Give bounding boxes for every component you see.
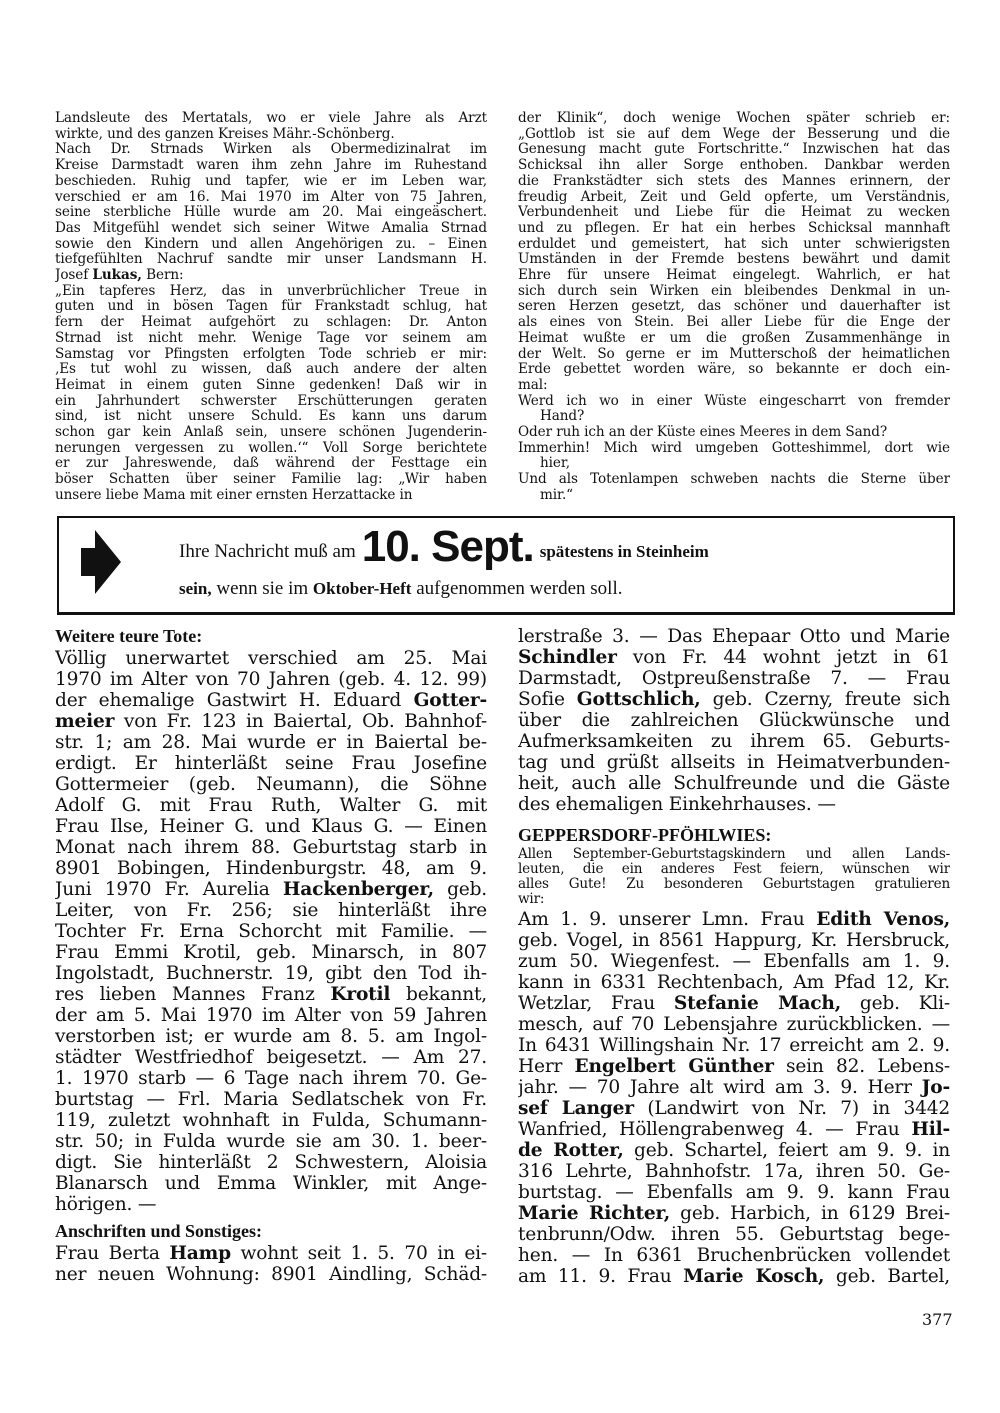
text-line (518, 1182, 950, 1203)
text-segment: am 11. 9. Frau (518, 1266, 684, 1287)
text-line (518, 394, 950, 410)
text-line (55, 488, 487, 504)
text-line (55, 690, 487, 711)
text-segment: 1. 1970 starb — 6 Tage nach ihrem 70. Ge- (55, 1068, 487, 1089)
text-line (55, 1089, 487, 1110)
text-segment: hier, (540, 456, 570, 472)
text-line (55, 648, 487, 669)
text-line (518, 347, 950, 363)
bold-name: Stefanie Mach, (673, 993, 842, 1014)
text-segment: Genesung macht gute Fortschritte.“ Inzwischen hat das (518, 142, 950, 158)
text-line (55, 237, 487, 253)
text-line (518, 127, 950, 143)
text-segment: Allen September-Geburtstagskindern und allen Lands- (518, 847, 950, 862)
text-segment: der Welt. So gerne er im Mutterschoß der heimatlichen (518, 346, 950, 362)
paragraph (55, 111, 487, 142)
text-segment: Frau Emmi Krotil, geb. Minarsch, in 807 (55, 942, 487, 963)
text-segment: Kreise Darmstadt waren ihm zehn Jahre im Ruhestand (55, 158, 487, 174)
text-line (55, 1264, 487, 1285)
text-segment: Wanfried, Höllengrabenweg 4. — Frau (518, 1119, 912, 1140)
text-segment: erduldet und gemeistert, hat sich unter schwierigsten (518, 236, 950, 252)
text-line (55, 1194, 487, 1215)
text-segment: 316 Lehrte, Bahnhofstr. 17a, ihren 50. Ge- (518, 1161, 950, 1182)
text-segment: Erde gebettet worden wäre, so bekannte er doch ein- (518, 362, 950, 378)
text-segment: wohnt seit 1. 5. 70 in ei- (230, 1243, 487, 1264)
text-line (55, 472, 487, 488)
text-line (518, 142, 950, 158)
text-segment: freudig Arbeit, Zeit und Geld opferte, um Verständnis, (518, 189, 950, 205)
text-segment: unsere liebe Mama mit einer ernsten Herzattacke in (55, 487, 413, 503)
text-segment: burtstag — Frl. Maria Sedlatschek von Fr. (55, 1089, 487, 1110)
text-line (518, 752, 950, 773)
text-line (518, 111, 950, 127)
text-segment: Monat nach ihrem 88. Geburtstag starb in (55, 837, 487, 858)
text-line (518, 331, 950, 347)
text-line (518, 315, 950, 331)
text-line (518, 773, 950, 794)
text-line (55, 299, 487, 315)
notice-issue-name: Oktober-Heft (312, 579, 412, 598)
text-segment: mal: (518, 377, 548, 393)
text-line (518, 488, 950, 504)
text-segment: geb. Czerny, freute sich (700, 689, 950, 710)
text-segment: Das Mitgefühl wendet sich seiner Witwe Amalia Strnad (55, 220, 487, 236)
notice-text: wenn sie im (211, 578, 313, 599)
text-segment: Heimat in einem guten Sinne gedenken! Daß wir in (55, 377, 487, 393)
text-line (518, 456, 950, 472)
text-segment: mir.“ (540, 487, 574, 503)
text-segment: burtstag. — Ebenfalls am 9. 9. kann Frau (518, 1182, 950, 1203)
text-segment: heit, auch alle Schulfreunde und die Gäste (518, 773, 950, 794)
bottom-left-column (55, 624, 487, 1285)
text-line (518, 1014, 950, 1035)
text-line (518, 1119, 950, 1140)
text-line (55, 378, 487, 394)
text-segment: Darmstadt, Ostpreußenstraße 7. — Frau (518, 668, 950, 689)
text-line (55, 142, 487, 158)
bold-name: Gotter- (413, 690, 487, 711)
notice-text: Ihre Nachricht muß am (179, 541, 356, 562)
text-segment: sein 82. Lebens- (773, 1056, 950, 1077)
text-segment: Ingolstadt, Buchnerstr. 19, gibt den Tod ih- (55, 963, 487, 984)
bold-name: Marie Kosch, (683, 1266, 825, 1287)
text-segment: schon gar kein Anlaß sein, unsere schönen Jugenderin- (55, 425, 487, 441)
text-segment: Juni 1970 Fr. Aurelia (55, 879, 283, 900)
text-line (55, 942, 487, 963)
section-heading: GEPPERSDORF-PFÖHLWIES: (518, 825, 772, 845)
bold-name: Engelbert Günther (574, 1056, 774, 1077)
text-segment: über die zahlreichen Glückwünsche und (518, 710, 950, 731)
text-segment: Schicksal ihn aller Sorge enthoben. Dankbar werden (518, 158, 950, 174)
text-segment: geb. Schartel, feiert am 9. 9. in (623, 1140, 950, 1161)
text-line (55, 174, 487, 190)
bold-name: Schindler (518, 647, 617, 668)
text-line (518, 710, 950, 731)
text-line (518, 951, 950, 972)
text-line (518, 1266, 950, 1287)
text-segment: (Landwirt von Nr. 7) in 3442 (633, 1098, 950, 1119)
text-segment: Verbundenheit und Liebe für die Heimat zu wecken (518, 205, 950, 221)
text-segment: bekannt, (390, 984, 487, 1005)
text-line (55, 1110, 487, 1131)
text-segment: seren Herzen gesetzt, das schöner und dauerhafter ist (518, 299, 950, 315)
paragraph (518, 394, 950, 425)
text-segment: Leiter, von Fr. 256; sie hinterläßt ihre (55, 900, 487, 921)
text-line (518, 930, 950, 951)
text-line (55, 425, 487, 441)
text-line (518, 647, 950, 668)
text-line (518, 993, 950, 1014)
text-segment: Werd ich wo in einer Wüste eingescharrt von fremder (518, 393, 950, 409)
text-line (518, 1098, 950, 1119)
text-line (518, 362, 950, 378)
text-line (55, 268, 487, 284)
text-segment: Sofie (518, 689, 577, 710)
top-right-column (518, 111, 950, 504)
text-segment: Frau Ilse, Heiner G. und Klaus G. — Einen (55, 816, 487, 837)
bold-name: Hil- (911, 1119, 950, 1140)
text-line (55, 984, 487, 1005)
text-line (518, 731, 950, 752)
text-line (55, 456, 487, 472)
paragraph (518, 441, 950, 472)
paragraph (55, 142, 487, 283)
text-line (518, 472, 950, 488)
text-segment: Wetzlar, Frau (518, 993, 674, 1014)
text-segment: Gottermeier (geb. Neumann), die Söhne (55, 774, 487, 795)
text-segment: kann in 6331 Rechtenbach, Am Pfad 12, Kr. (518, 972, 950, 993)
notice-text-bold: sein, (179, 579, 212, 598)
text-segment: geb. Kli- (841, 993, 950, 1014)
text-line (518, 441, 950, 457)
text-segment: tag und grüßt allseits in Heimatverbunden- (518, 752, 950, 773)
text-segment: nerungen vergessen zu wollen.‘“ Voll Sorge berichtete (55, 440, 487, 456)
text-line (55, 1005, 487, 1026)
text-segment: Bern: (141, 268, 184, 284)
text-line (518, 205, 950, 221)
top-left-column (55, 111, 487, 504)
text-segment: Frau Berta (55, 1243, 170, 1264)
text-segment: geb. Harbich, in 6129 Brei- (670, 1203, 950, 1224)
text-line (55, 331, 487, 347)
text-segment: leuten, die ein anderes Fest feiern, wünschen wir (518, 862, 950, 877)
text-line (518, 378, 950, 394)
text-segment: fern der Heimat aufgehört zu schlagen: Dr. Anton (55, 315, 487, 331)
bold-name: Lukas, (92, 268, 142, 284)
bottom-right-column (518, 626, 950, 1287)
text-segment: 8901 Bobingen, Hindenburgstr. 48, am 9. (55, 858, 487, 879)
text-segment: er zur Jahreswende, daß während der Festtage ein (55, 456, 487, 472)
text-line (518, 972, 950, 993)
bold-name: Marie Richter, (518, 1203, 671, 1224)
text-segment: 1970 im Alter von 70 Jahren (geb. 4. 12. 99) (55, 669, 487, 690)
text-line (55, 858, 487, 879)
text-line (55, 362, 487, 378)
text-segment: „Ein tapferes Herz, das in unverbrüchlicher Treue in (55, 283, 487, 299)
text-segment: Herr (518, 1056, 575, 1077)
text-line (55, 900, 487, 921)
text-line (518, 794, 950, 815)
section-heading: Anschriften und Sonstiges: (55, 1221, 263, 1241)
text-line (55, 732, 487, 753)
text-segment: Josef (55, 268, 93, 284)
text-line (55, 963, 487, 984)
text-segment: tenbrunn/Odw. ihren 55. Geburtstag bege- (518, 1224, 950, 1245)
bold-name: Jo- (921, 1077, 950, 1098)
text-line (518, 221, 950, 237)
notice-deadline-date: 10. Sept. (361, 522, 534, 571)
text-segment: der Klinik“, doch wenige Wochen später schrieb er: (518, 111, 950, 126)
bold-name: de Rotter, (518, 1140, 624, 1161)
text-segment: von Fr. 123 in Baiertal, Ob. Bahnhof- (114, 711, 487, 732)
paragraph (518, 909, 950, 1287)
text-line (518, 668, 950, 689)
text-line (55, 111, 487, 127)
text-segment: 119, zuletzt wohnhaft in Fulda, Schumann- (55, 1110, 487, 1131)
notice-text-bold: spätestens in Steinheim (539, 542, 709, 561)
text-segment: Am 1. 9. unserer Lmn. Frau (518, 909, 817, 930)
arrow-right-icon (81, 530, 121, 594)
bold-name: Gottschlich, (576, 689, 701, 710)
text-segment: Landsleute des Mertatals, wo er viele Jahre als Arzt (55, 111, 487, 126)
text-segment: geb. Bartel, (824, 1266, 950, 1287)
text-segment: beschieden. Ruhig und tapfer, wie er im Leben war, (55, 173, 487, 189)
page-number: 377 (922, 1310, 953, 1329)
text-line (55, 441, 487, 457)
text-segment: der am 5. Mai 1970 im Alter von 59 Jahren (55, 1005, 487, 1026)
text-segment: die Frankstädter sich stets des Mannes erinnern, der (518, 173, 950, 189)
text-line (518, 689, 950, 710)
text-line (518, 1203, 950, 1224)
paragraph (518, 847, 950, 907)
bold-name: Hamp (169, 1243, 231, 1264)
text-segment: Ehre für unsere Heimat eingelegt. Wahrlich, er hat (518, 268, 950, 284)
text-segment: seine sterbliche Hülle wurde am 20. Mai eingeäschert. (55, 205, 487, 221)
text-line (518, 174, 950, 190)
text-segment: Blanarsch und Emma Winkler, mit Ange- (55, 1173, 487, 1194)
text-segment: Adolf G. mit Frau Ruth, Walter G. mit (55, 795, 487, 816)
text-segment: geb. (433, 879, 487, 900)
text-segment: jahr. — 70 Jahre alt wird am 3. 9. Herr (518, 1077, 922, 1098)
text-line (518, 409, 950, 425)
text-segment: als eines von Stein. Bei aller Liebe für die Enge der (518, 315, 950, 331)
text-line (518, 909, 950, 930)
text-line (518, 425, 950, 441)
text-line (55, 1131, 487, 1152)
paragraph (55, 1243, 487, 1285)
text-line (55, 315, 487, 331)
text-line (55, 816, 487, 837)
text-segment: Strnad ist nicht mehr. Wenige Tage vor seinem am (55, 330, 487, 346)
notice-line-2 (179, 578, 623, 600)
text-segment: Und als Totenlampen schweben nachts die Sterne über (518, 472, 950, 488)
text-segment: wir: (518, 892, 545, 907)
notice-text: aufgenommen werden soll. (411, 578, 623, 599)
bold-name: Edith Venos, (816, 909, 950, 930)
bold-name: meier (55, 711, 115, 732)
text-line (518, 1245, 950, 1266)
text-segment: und zu pflegen. Er hat ein herbes Schicksal mannhaft (518, 220, 950, 236)
text-line (518, 158, 950, 174)
text-segment: mesch, auf 70 Lebensjahre zurückblicken. — (518, 1014, 950, 1035)
text-line (55, 127, 487, 143)
text-line (55, 1026, 487, 1047)
text-line (518, 877, 950, 892)
text-segment: hen. — In 6361 Bruchenbrücken vollendet (518, 1245, 950, 1266)
text-line (518, 1140, 950, 1161)
paragraph (518, 111, 950, 394)
text-line (518, 1035, 950, 1056)
text-line (55, 284, 487, 300)
text-segment: verstorben ist; er wurde am 8. 5. am Ingol- (55, 1026, 487, 1047)
text-segment: sowie den Kindern und allen Angehörigen zu. – Einen (55, 236, 487, 252)
text-line (55, 409, 487, 425)
section-heading: Weitere teure Tote: (55, 626, 203, 646)
text-line (55, 190, 487, 206)
text-line (518, 626, 950, 647)
text-segment: guten und in bösen Tagen für Frankstadt schlug, hat (55, 299, 487, 315)
text-segment: Immerhin! Mich wird umgeben Gotteshimmel, dort wie (518, 440, 950, 456)
text-line (518, 1161, 950, 1182)
text-segment: Oder ruh ich an der Küste eines Meeres in dem Sand? (518, 425, 888, 441)
text-segment: tiefgefühlten Nachruf sandte mir unser Landsmann H. (55, 252, 487, 268)
text-line (518, 190, 950, 206)
text-segment: Samstag vor Pfingsten erfolgten Tode schrieb er mir: (55, 346, 487, 362)
text-segment: Nach Dr. Strnads Wirken als Obermedizinalrat im (55, 142, 487, 158)
text-line (518, 284, 950, 300)
text-line (518, 268, 950, 284)
text-line (55, 1068, 487, 1089)
text-line (518, 1077, 950, 1098)
text-segment: Aufmerksamkeiten zu ihrem 65. Geburts- (518, 731, 950, 752)
bold-name: sef Langer (518, 1098, 634, 1119)
text-segment: böser Schatten über seiner Familie lag: „Wir haben (55, 472, 487, 488)
text-line (55, 1047, 487, 1068)
text-segment: Tochter Fr. Erna Schorcht mit Familie. — (55, 921, 487, 942)
text-segment: Völlig unerwartet verschied am 25. Mai (55, 648, 487, 669)
text-line (55, 753, 487, 774)
text-line (55, 879, 487, 900)
text-line (518, 892, 950, 907)
text-segment: str. 1; am 28. Mai wurde er in Baiertal be- (55, 732, 487, 753)
text-line (55, 158, 487, 174)
text-segment: geb. Vogel, in 8561 Happurg, Kr. Hersbruck, (518, 930, 950, 951)
text-line (55, 669, 487, 690)
text-segment: hörigen. — (55, 1194, 157, 1215)
deadline-notice-box (57, 516, 955, 615)
text-segment: Hand? (540, 409, 585, 425)
text-line (518, 1224, 950, 1245)
text-segment: alles Gute! Zu besonderen Geburtstagen gratulieren (518, 877, 950, 892)
text-line (55, 1173, 487, 1194)
text-segment: Umständen in der Fremde bestens bewährt und damit (518, 252, 950, 268)
text-segment: städter Westfriedhof beigesetzt. — Am 27. (55, 1047, 487, 1068)
text-segment: des ehemaligen Einkehrhauses. — (518, 794, 836, 815)
bold-name: Hackenberger, (282, 879, 434, 900)
text-line (55, 221, 487, 237)
text-segment: ‚Es tut wohl zu wissen, daß auch andere der alten (55, 362, 487, 378)
text-line (55, 921, 487, 942)
text-line (518, 847, 950, 862)
text-line (55, 347, 487, 363)
text-line (55, 837, 487, 858)
text-segment: In 6431 Willingshain Nr. 17 erreicht am 2. 9. (518, 1035, 950, 1056)
text-segment: verschied er am 16. Mai 1970 im Alter von 75 Jahren, (55, 189, 487, 205)
paragraph (518, 425, 950, 441)
text-line (55, 205, 487, 221)
text-segment: erdigt. Er hinterläßt seine Frau Josefine (55, 753, 487, 774)
notice-line-1 (179, 522, 709, 572)
text-line (518, 237, 950, 253)
paragraph (518, 472, 950, 503)
paragraph (518, 626, 950, 815)
text-segment: der ehemalige Gastwirt H. Eduard (55, 690, 414, 711)
paragraph (55, 284, 487, 504)
text-segment: „Gottlob ist sie auf dem Wege der Besserung und die (518, 126, 950, 142)
text-segment: wirkte, und des ganzen Kreises Mähr.-Schönberg. (55, 126, 395, 142)
text-line (55, 795, 487, 816)
bold-name: Krotil (330, 984, 391, 1005)
text-segment: Heimat wußte er um die großen Zusammenhänge in (518, 330, 950, 346)
text-segment: von Fr. 44 wohnt jetzt in 61 (616, 647, 950, 668)
text-line (518, 299, 950, 315)
text-line (55, 1152, 487, 1173)
text-segment: sich durch sein Wirken ein bleibendes Denkmal in un- (518, 283, 950, 299)
text-line (518, 862, 950, 877)
text-segment: zum 50. Wiegenfest. — Ebenfalls am 1. 9. (518, 951, 950, 972)
text-line (518, 252, 950, 268)
text-segment: str. 50; in Fulda wurde sie am 30. 1. beer- (55, 1131, 487, 1152)
text-line (55, 711, 487, 732)
text-line (55, 1243, 487, 1264)
text-segment: res lieben Mannes Franz (55, 984, 331, 1005)
text-line (518, 1056, 950, 1077)
text-segment: sind, ist nicht unsere Schuld. Es kann uns darum (55, 409, 487, 425)
text-segment: digt. Sie hinterläßt 2 Schwestern, Aloisia (55, 1152, 487, 1173)
text-line (55, 394, 487, 410)
text-segment: ner neuen Wohnung: 8901 Aindling, Schäd- (55, 1264, 487, 1285)
text-segment: lerstraße 3. — Das Ehepaar Otto und Marie (518, 626, 950, 647)
text-line (55, 774, 487, 795)
text-segment: ein Jahrhundert schwerster Erschütterungen geraten (55, 393, 487, 409)
text-line (55, 252, 487, 268)
paragraph (55, 648, 487, 1215)
